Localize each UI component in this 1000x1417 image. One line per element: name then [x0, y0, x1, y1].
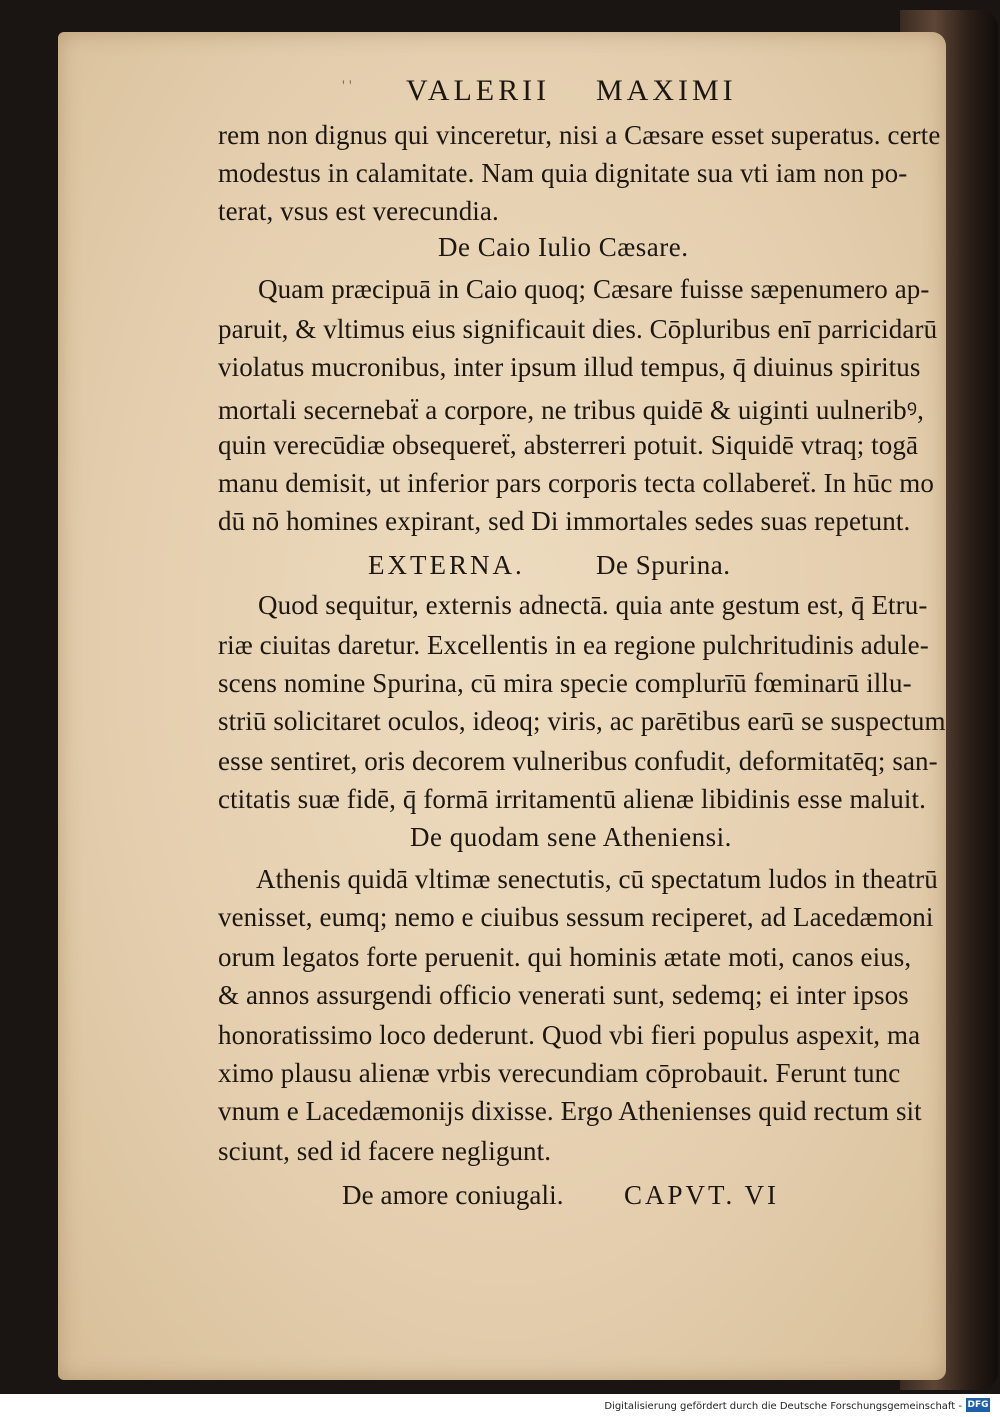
dfg-logo-icon: DFG [967, 1400, 989, 1410]
heading-athenian: De quodam sene Atheniensi. [410, 822, 732, 852]
chapter-title: De amore coniugali. [342, 1180, 564, 1210]
text-line: orum legatos forte peruenit. qui hominis ætate moti, canos eius, [218, 942, 912, 972]
text-line: vnum e Lacedæmonijs dixisse. Ergo Athenienses quid rectum sit [218, 1096, 922, 1126]
heading-externa: EXTERNA. [368, 550, 525, 580]
text-line: honoratissimo loco dederunt. Quod vbi fieri populus aspexit, ma [218, 1020, 921, 1050]
text-line: riæ ciuitas daretur. Excellentis in ea regione pulchritudinis adule- [218, 630, 929, 660]
text-line: & annos assurgendi officio venerati sunt, sedemq; ei inter ipsos [218, 980, 909, 1010]
heading-spurina: De Spurina. [596, 550, 731, 580]
text-line: dū nō homines expirant, sed Di immortales sedes suas repetunt. [218, 506, 911, 536]
footer-credit: Digitalisierung gefördert durch die Deutsche Forschungsgemeinschaft - [604, 1401, 962, 1412]
text-line: esse sentiret, oris decorem vulneribus confudit, deformitatēq; san- [218, 746, 938, 776]
text-line: scens nomine Spurina, cū mira specie complurīū fœminarū illu- [218, 668, 912, 698]
text-line: Quam præcipuā in Caio quoq; Cæsare fuisse sæpenumero ap- [258, 274, 930, 304]
text-line: manu demisit, ut inferior pars corporis tecta collabereẗ. In hūc mo [218, 468, 934, 498]
chapter-number: CAPVT. VI [624, 1180, 780, 1210]
text-line: terat, vsus est verecundia. [218, 196, 499, 226]
text-line: mortali secernebaẗ a corpore, ne tribus quidē & uiginti uulneribꝰ, [218, 395, 924, 425]
text-line: Athenis quidā vltimæ senectutis, cū spectatum ludos in theatrū [256, 864, 938, 894]
text-line: striū solicitaret oculos, ideoq; viris, ac parētibus earū se suspectum [218, 706, 946, 736]
heading-caesar: De Caio Iulio Cæsare. [438, 232, 689, 262]
text-line: violatus mucronibus, inter ipsum illud tempus, q̄ diuinus spiritus [218, 352, 921, 382]
text-line: modestus in calamitate. Nam quia dignitate sua vti iam non po- [218, 158, 908, 188]
text-line: ctitatis suæ fidē, q̄ formā irritamentū alienæ libidinis esse maluit. [218, 784, 926, 814]
text-line: Quod sequitur, externis adnectā. quia ante gestum est, q̄ Etru- [258, 590, 928, 620]
corner-mark: ' ' [342, 78, 352, 95]
text-line: venisset, eumq; nemo e ciuibus sessum reciperet, ad Lacedæmoni [218, 902, 934, 932]
text-line: paruit, & vltimus eius significauit dies. Cōpluribus enī parricidarū [218, 314, 938, 344]
text-line: ximo plausu alienæ vrbis verecundiam cōprobauit. Ferunt tunc [218, 1058, 901, 1088]
text-line: quin verecūdiæ obsequereẗ, absterreri potuit. Siquidē vtraq; togā [218, 430, 919, 460]
text-line: sciunt, sed id facere negligunt. [218, 1136, 552, 1166]
text-line: rem non dignus qui vinceretur, nisi a Cæsare esset superatus. certe [218, 120, 941, 150]
running-head-valerii: VALERII [406, 74, 551, 107]
book-page [58, 32, 946, 1380]
running-head-maximi: MAXIMI [596, 74, 737, 107]
